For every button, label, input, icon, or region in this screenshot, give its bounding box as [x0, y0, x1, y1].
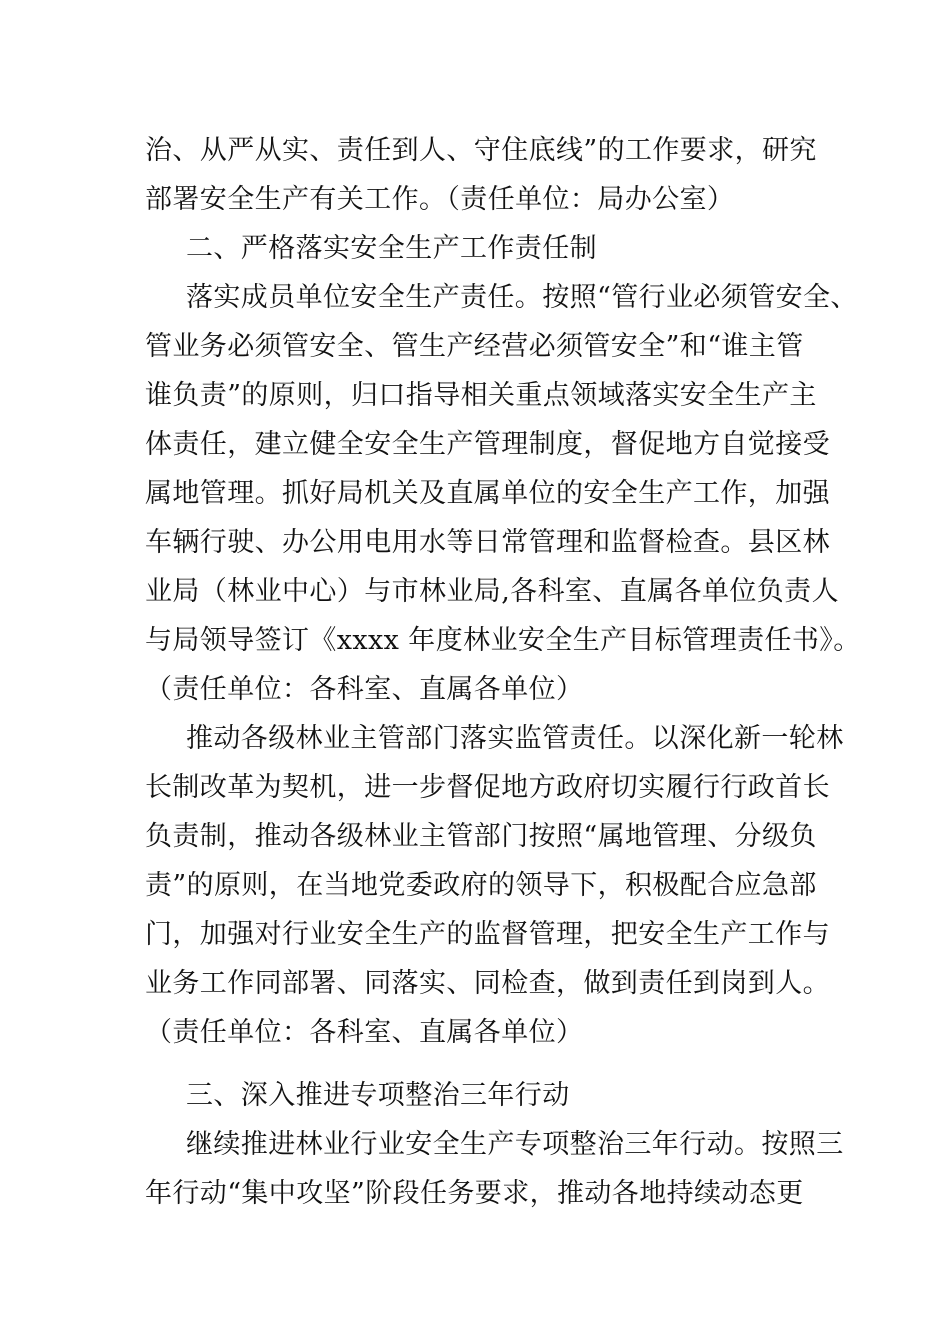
section-heading: 二、严格落实安全生产工作责任制	[186, 233, 597, 264]
text-line: 治、从严从实、责任到人、守住底线”的工作要求，研究	[145, 135, 817, 166]
text-line: 落实成员单位安全生产责任。按照“管行业必须管安全、	[186, 282, 858, 313]
text-line: 门，加强对行业安全生产的监督管理，把安全生产工作与	[145, 919, 830, 950]
text-line: 业局（林业中心）与市林业局,各科室、直属各单位负责人	[145, 576, 839, 607]
text-line: （责任单位：各科室、直属各单位）	[145, 674, 584, 705]
text-line: 与局领导签订《xxxx 年度林业安全生产目标管理责任书》。	[145, 625, 861, 656]
text-line: 继续推进林业行业安全生产专项整治三年行动。按照三	[186, 1129, 844, 1160]
section-heading: 三、深入推进专项整治三年行动	[186, 1080, 570, 1111]
text-line: 部署安全生产有关工作。（责任单位：局办公室）	[145, 184, 735, 215]
text-line: 谁负责”的原则，归口指导相关重点领域落实安全生产主	[145, 380, 817, 411]
text-line: 负责制，推动各级林业主管部门按照“属地管理、分级负	[145, 821, 817, 852]
text-line: 体责任，建立健全安全生产管理制度，督促地方自觉接受	[145, 429, 830, 460]
text-line: 管业务必须管安全、管生产经营必须管安全”和“谁主管	[145, 331, 804, 362]
text-line: 业务工作同部署、同落实、同检查，做到责任到岗到人。	[145, 968, 830, 999]
text-line: 年行动“集中攻坚”阶段任务要求，推动各地持续动态更	[145, 1178, 804, 1209]
text-line: 责”的原则，在当地党委政府的领导下，积极配合应急部	[145, 870, 817, 901]
text-line: 长制改革为契机，进一步督促地方政府切实履行行政首长	[145, 772, 830, 803]
text-line: 车辆行驶、办公用电用水等日常管理和监督检查。县区林	[145, 527, 830, 558]
text-line: 属地管理。抓好局机关及直属单位的安全生产工作，加强	[145, 478, 830, 509]
text-line: （责任单位：各科室、直属各单位）	[145, 1017, 584, 1048]
text-line: 推动各级林业主管部门落实监管责任。以深化新一轮林	[186, 723, 844, 754]
